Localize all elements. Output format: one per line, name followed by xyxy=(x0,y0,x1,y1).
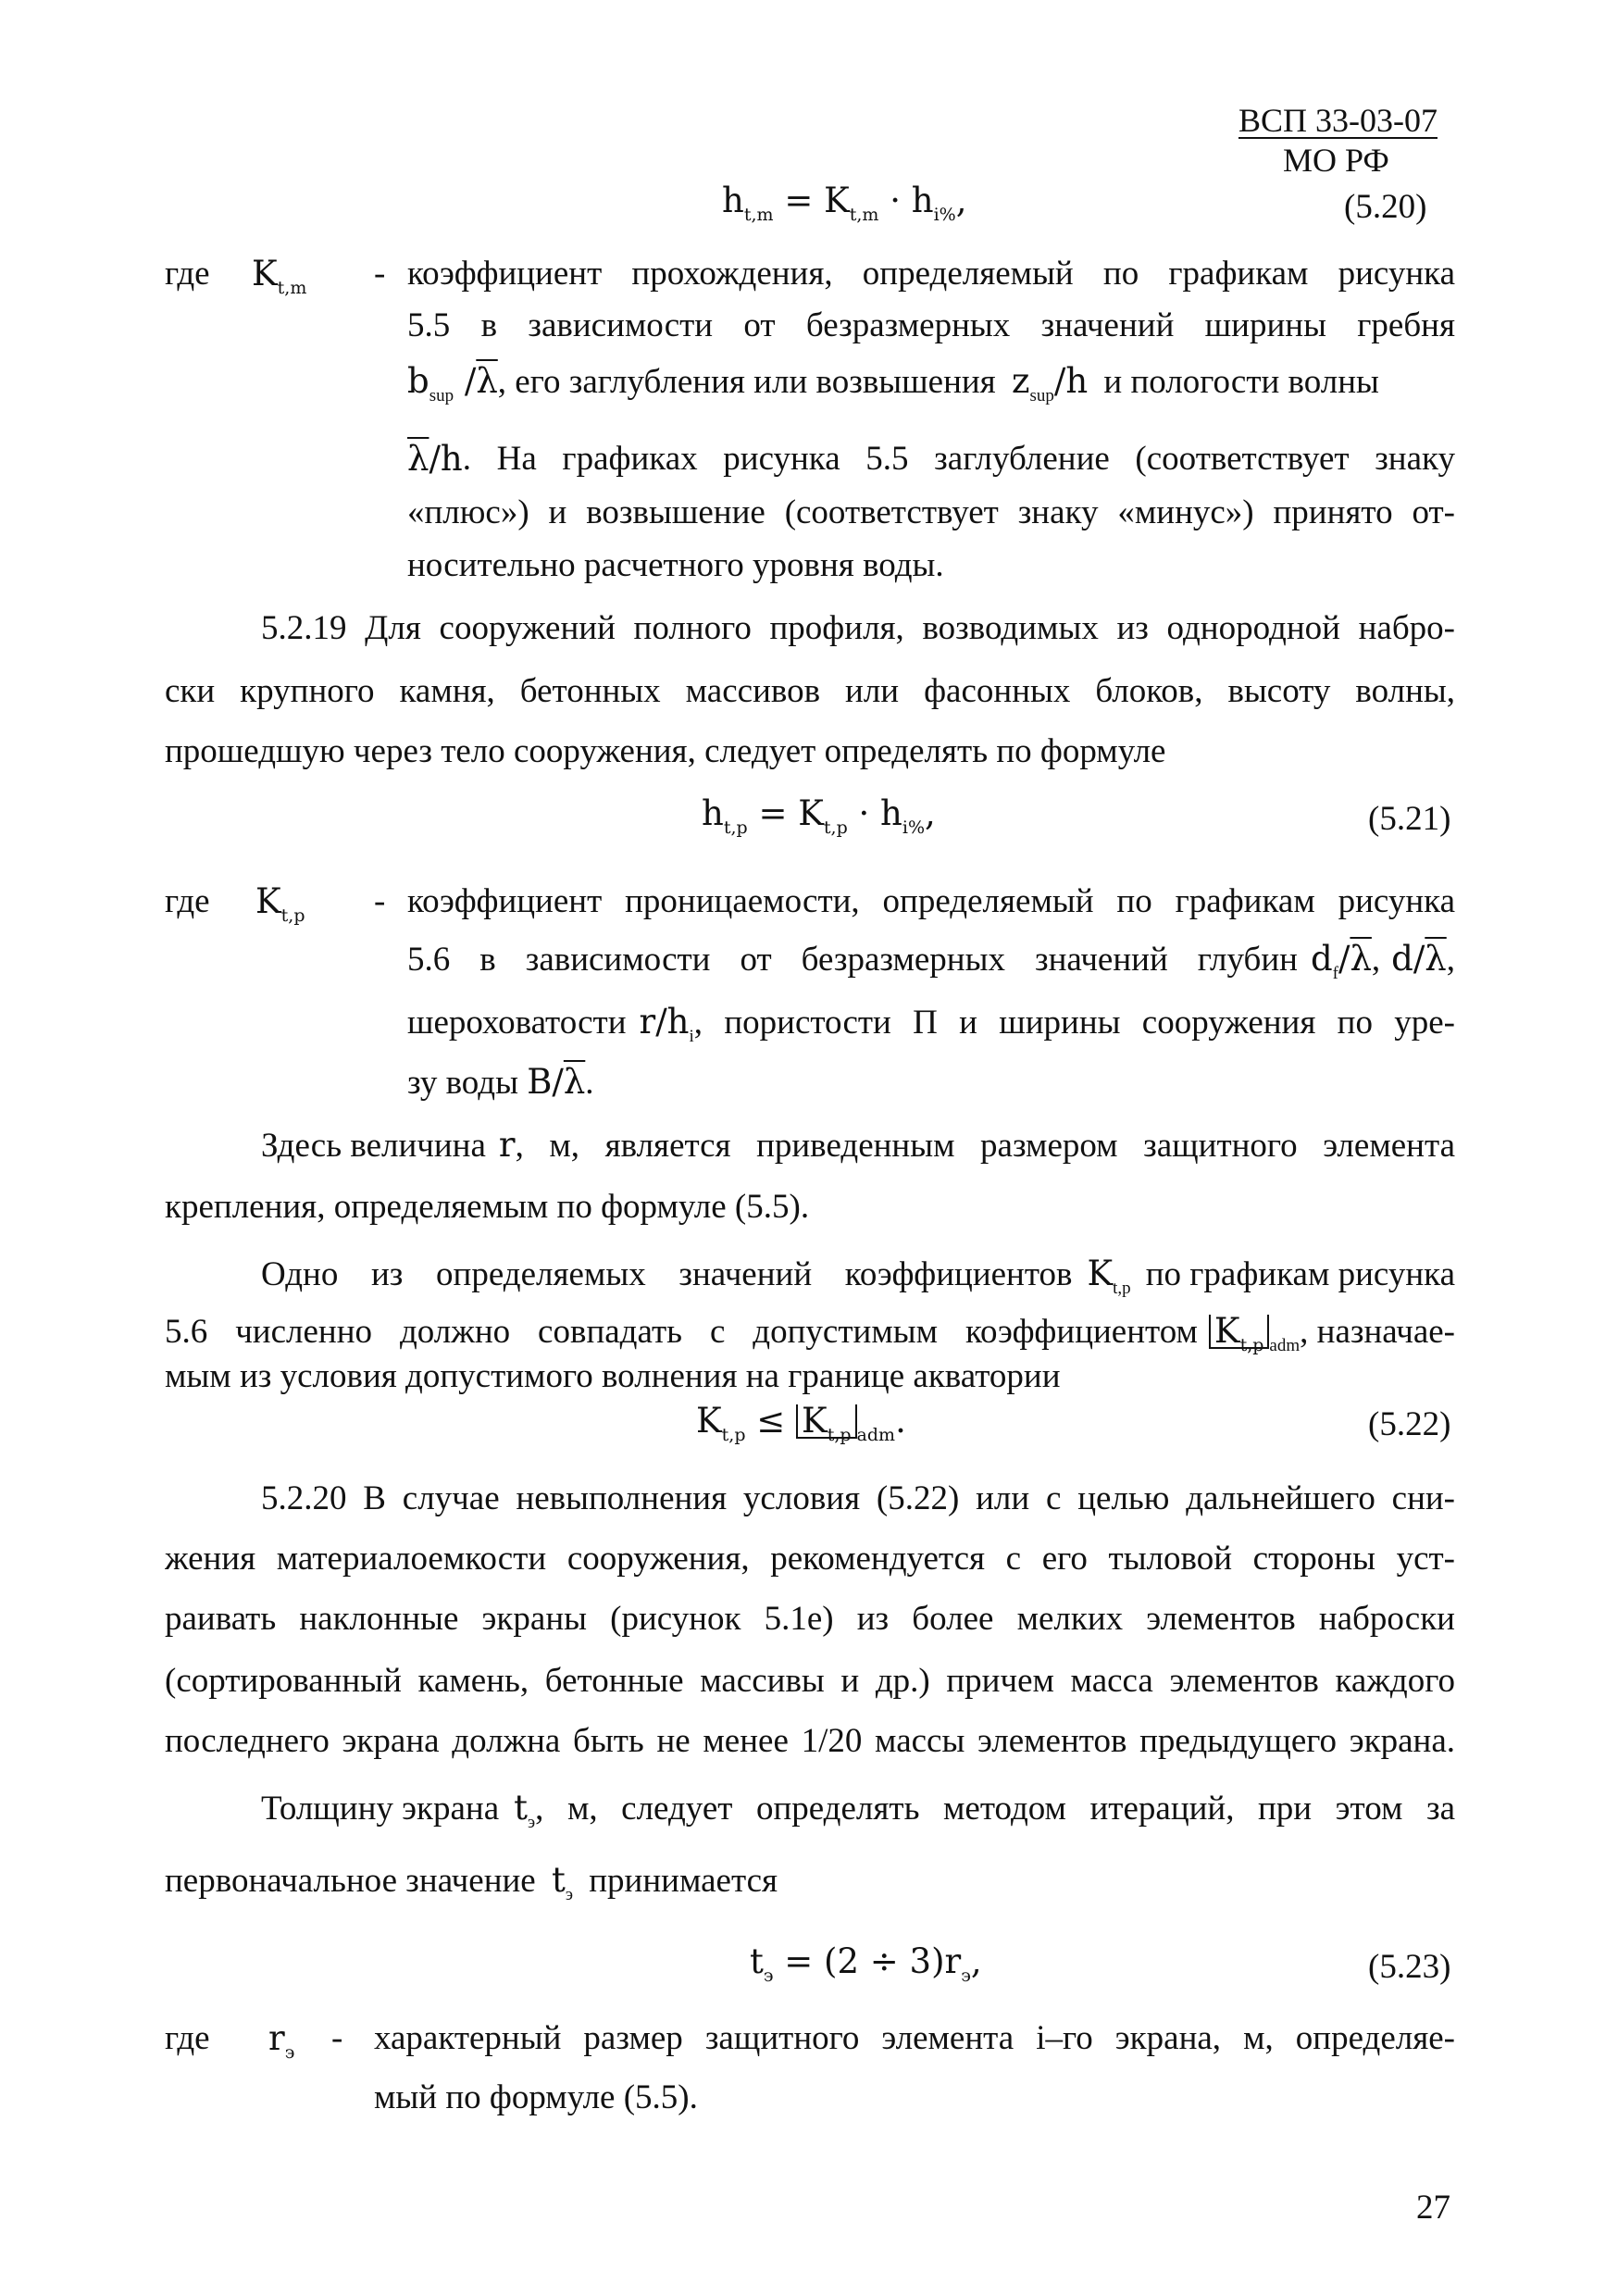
equation-5-22: $K_{t,p} \le K_{t,p}$ $_{adm}$. xyxy=(696,1401,906,1445)
definition-line: 5.6 в зависимости от безразмерных значений глубин d f $/\overline{\lambda}$ , d/ $\overline{\lambda}$ , xyxy=(407,939,1455,983)
definition-line: носительно расчетного уровня воды. xyxy=(407,546,944,584)
paragraph-line: первоначальное значение $t_э$ принимается xyxy=(165,1860,778,1904)
definition-symbol: $K_{t,m}$ xyxy=(252,254,307,298)
equation-5-23: $t_э = (2 \div 3)r_э$, xyxy=(750,1941,982,1986)
paragraph-line: жения материалоемкости сооружения, рекомендуется с его тыловой стороны уст- xyxy=(165,1541,1455,1578)
where-label: где xyxy=(165,882,210,920)
definition-line: «плюс») и возвышение (соответствует знаку «минус») принято от- xyxy=(407,495,1455,531)
paragraph-line: прошедшую через тело сооружения, следует определять по формуле xyxy=(165,732,1166,770)
definition-symbol: $K_{t,p}$ xyxy=(255,881,305,926)
paragraph-line: 5.2.19 Для сооружений полного профиля, возводимых из однородной набро- xyxy=(261,611,1455,647)
paragraph-line: раивать наклонные экраны (рисунок 5.1е) из более мелких элементов наброски xyxy=(165,1602,1455,1638)
permissible-coefficient: $K_{t,p}$ xyxy=(1209,1315,1270,1349)
equation-5-20: $h_{t,m} = K_{t,m} \cdot h_{i\%}$, xyxy=(722,181,967,225)
definition-line: коэффициент проницаемости, определяемый по графикам рисунка xyxy=(407,884,1455,920)
paragraph-line: Здесь величина r , м, является приведенным размером защитного элемента xyxy=(261,1125,1455,1165)
equation-number-5-20: (5.20) xyxy=(1344,188,1427,226)
equation-5-21: $h_{t,p} = K_{t,p} \cdot h_{i\%}$, xyxy=(702,793,936,838)
paragraph-line: Одно из определяемых значений коэффициентов K t,p по графикам рисунка xyxy=(261,1254,1455,1298)
equation-number-5-22: (5.22) xyxy=(1368,1405,1451,1443)
definition-line: $\overline{\lambda}$ /h . На графиках рисунка 5.5 заглубление (соответствует знаку xyxy=(407,439,1455,479)
equation-number-5-21: (5.21) xyxy=(1368,800,1451,838)
paragraph-line: последнего экрана должна быть не менее 1/20 массы элементов предыдущего экрана. xyxy=(165,1724,1455,1760)
definition-line: мый по формуле (5.5). xyxy=(374,2078,698,2116)
definition-line: $b_{sup}$ $/\overline{\lambda}$, его заглубления или возвышения $z_{sup}/h$ и пологости волны xyxy=(407,361,1379,406)
paragraph-line: 5.2.20 В случае невыполнения условия (5.22) или с целью дальнейшего сни- xyxy=(261,1481,1455,1517)
paragraph-line: 5.6 численно должно совпадать с допустимым коэффициентом $K_{t,p}$ adm , назначае- xyxy=(165,1311,1455,1355)
definition-line: характерный размер защитного элемента i–го экрана, м, определяе- xyxy=(374,2021,1455,2057)
document-code: ВСП 33-03-07 xyxy=(1238,102,1438,139)
definition-dash: - xyxy=(374,882,386,920)
definition-dash: - xyxy=(331,2019,343,2057)
page-number: 27 xyxy=(1416,2189,1450,2227)
definition-line: 5.5 в зависимости от безразмерных значений ширины гребня xyxy=(407,308,1455,344)
paragraph-line: крепления, определяемым по формуле (5.5). xyxy=(165,1188,810,1226)
paragraph-line: ски крупного камня, бетонных массивов или фасонных блоков, высоту волны, xyxy=(165,674,1455,710)
organization-label: МО РФ xyxy=(1283,142,1389,179)
equation-number-5-23: (5.23) xyxy=(1368,1948,1451,1986)
paragraph-line: (сортированный камень, бетонные массивы и др.) причем масса элементов каждого xyxy=(165,1664,1455,1700)
where-label: где xyxy=(165,255,210,293)
definition-symbol: $r_э$ xyxy=(268,2018,295,2063)
definition-line: коэффициент прохождения, определяемый по графикам рисунка xyxy=(407,256,1455,293)
paragraph-line: Толщину экрана t э , м, следует определять методом итераций, при этом за xyxy=(261,1788,1455,1832)
where-label: где xyxy=(165,2019,210,2057)
definition-dash: - xyxy=(374,255,386,293)
definition-line: зу воды $B/\overline{\lambda}$. xyxy=(407,1062,594,1102)
paragraph-line: мым из условия допустимого волнения на границе акватории xyxy=(165,1357,1061,1395)
definition-line: шероховатости r/h i , пористости П и ширины сооружения по уре- xyxy=(407,1002,1455,1046)
